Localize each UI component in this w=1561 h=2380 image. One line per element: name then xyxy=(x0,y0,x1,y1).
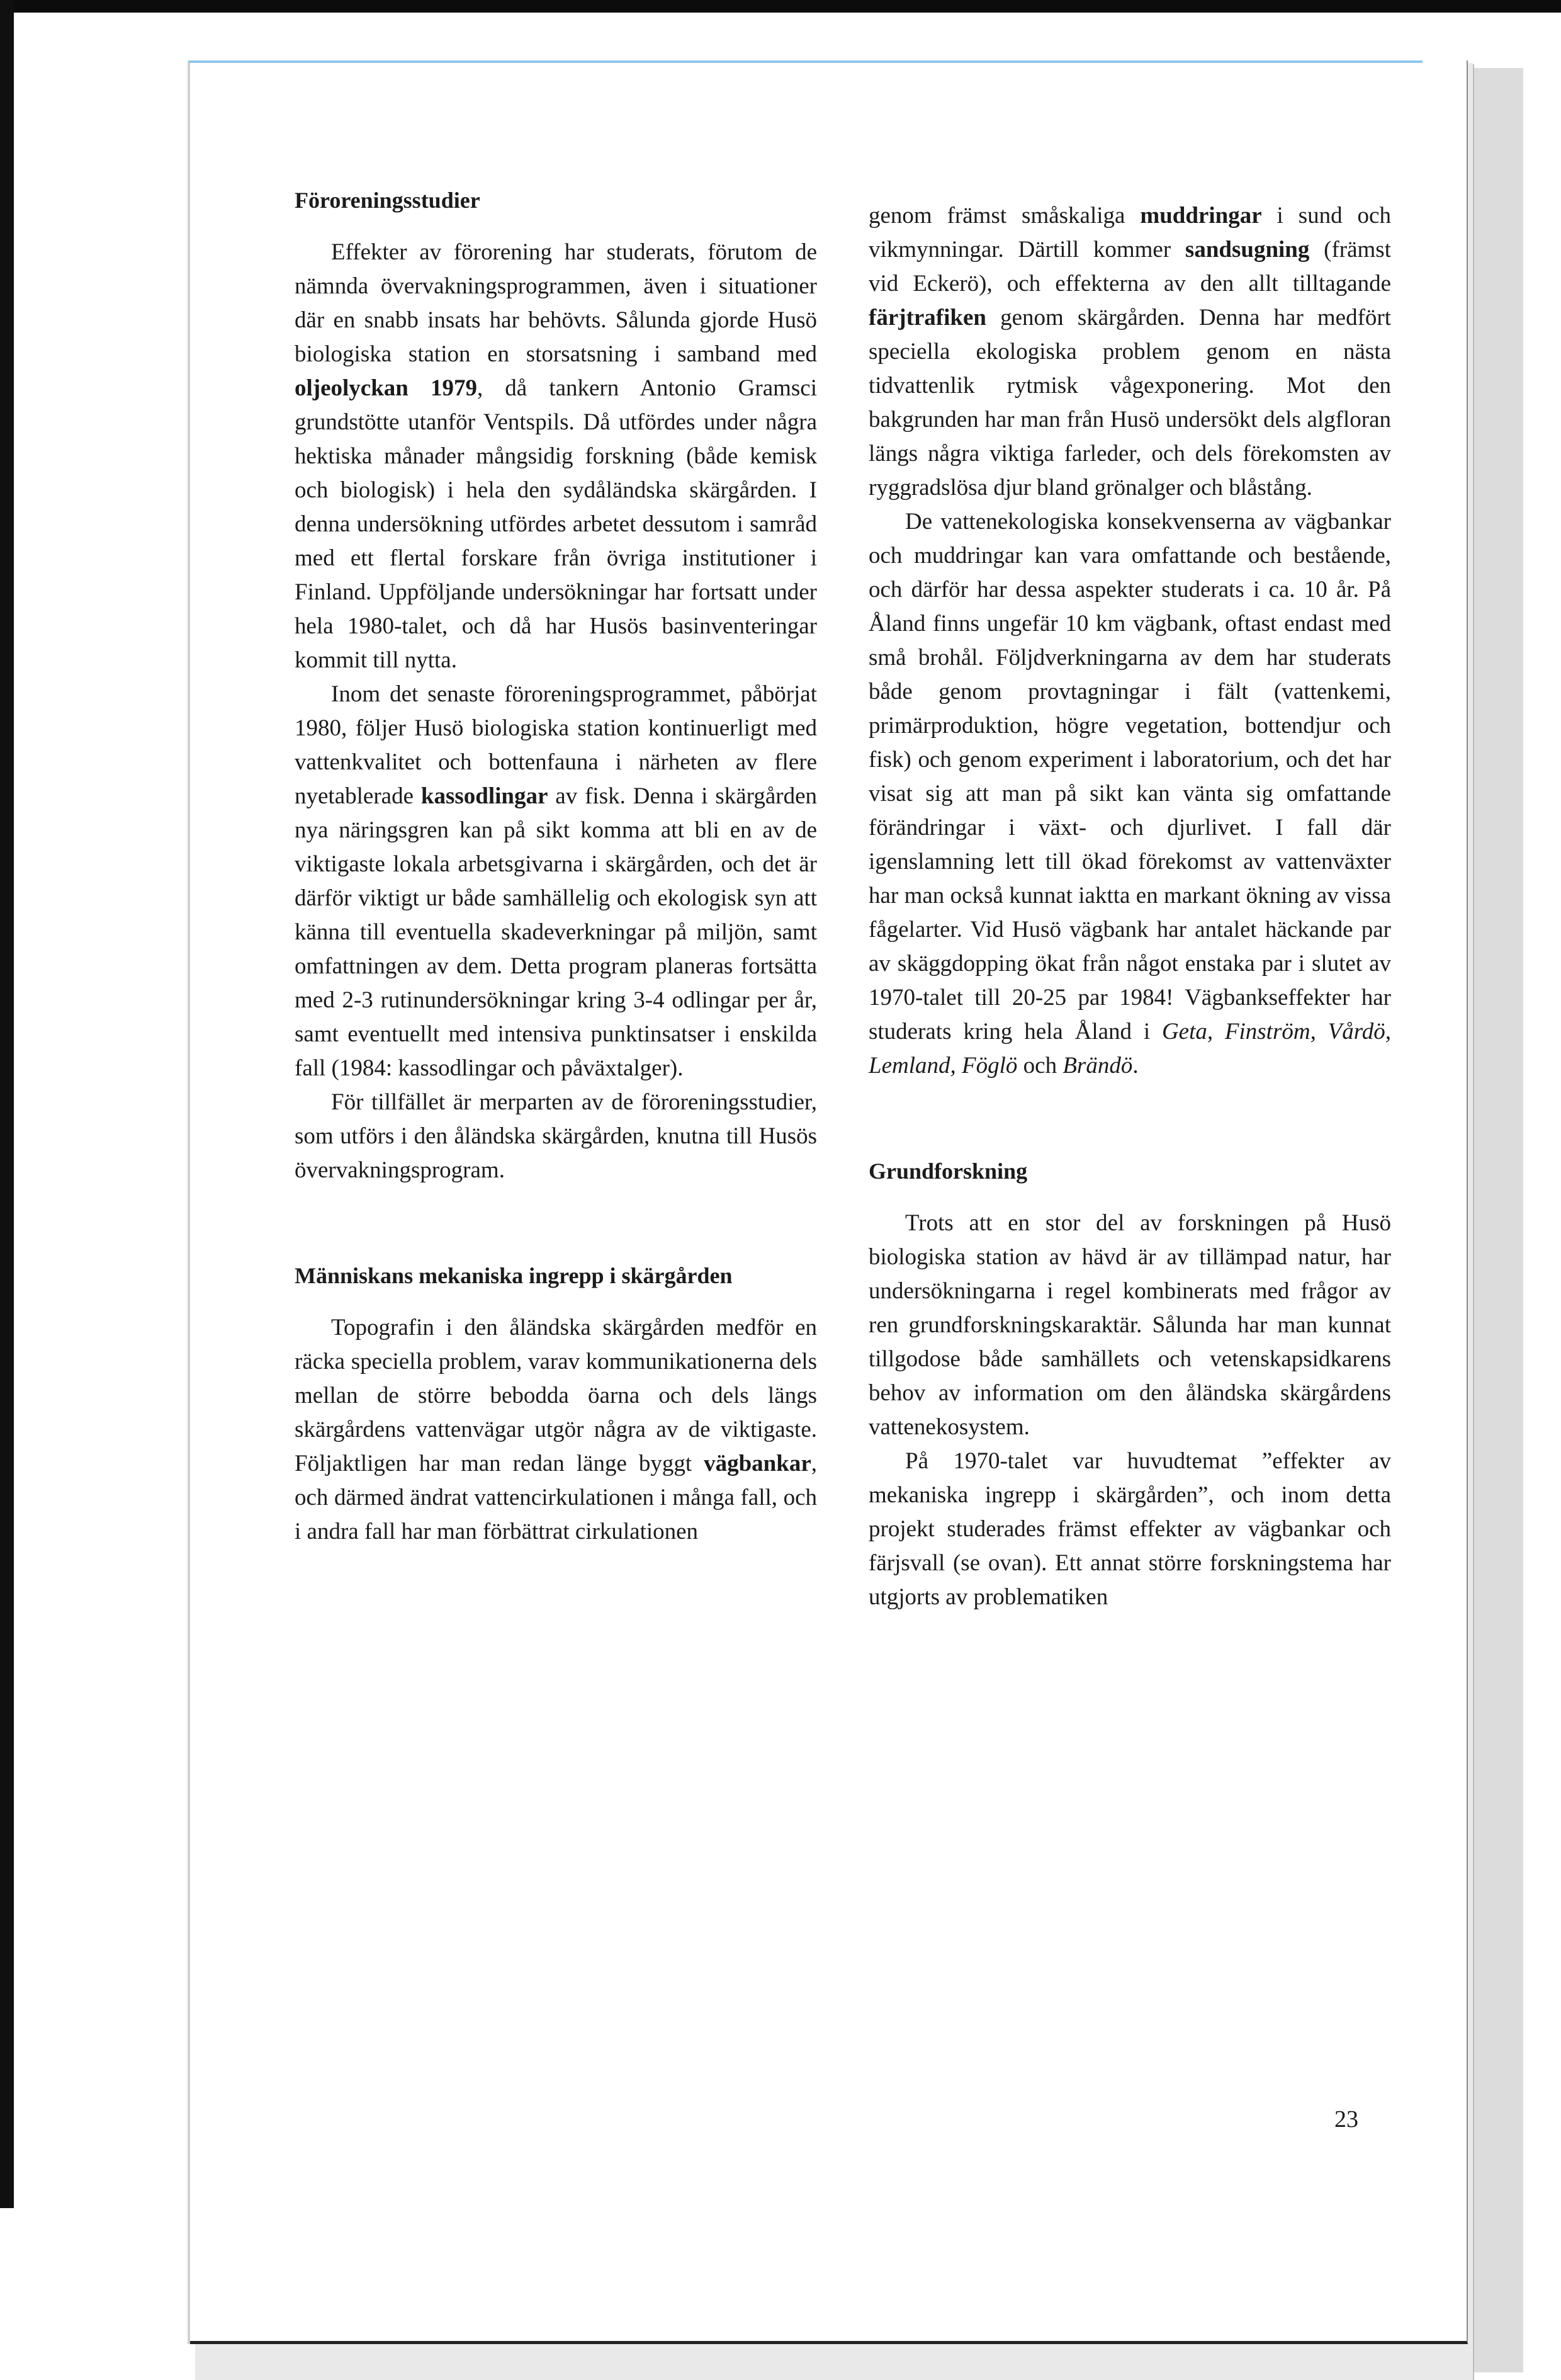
paragraph: Inom det senaste föroreningsprogrammet, påbörjat 1980, följer Husö biologiska station kontinuerligt med vattenkvalitet och bottenfauna i närheten av flere nyetablerade kassodlingar av fisk. Denna i skärgården nya näringsgren kan på sikt komma att bli en av de viktigaste lokala arbetsgivarna i skärgården, och det är därför viktigt ur både samhällelig och ekologisk syn att känna till eventuella skadeverkningar på miljön, samt omfattningen av dem. Detta program planeras fortsätta med 2-3 rutinundersökningar kring 3-4 odlingar per år, samt eventuellt med intensiva punktinsatser i enskilda fall (1984: kassodlingar och påväxtalger). xyxy=(295,681,817,1081)
scanner-border-top xyxy=(0,0,1561,13)
scanner-border-left xyxy=(0,0,14,2208)
paragraph: På 1970-talet var huvudtemat ”effekter av mekaniska ingrepp i skärgården”, och inom detta projekt studerades främst effekter av vägbankar och färjsvall (se ovan). Ett annat större forskningstema har utgjorts av problematiken xyxy=(869,1448,1391,1610)
paragraph-continued: genom främst småskaliga muddringar i sund och vikmynningar. Därtill kommer sandsugning (främst vid Eckerö), och effekterna av den allt tilltagande färjtrafiken genom skärgården. Denna har medfört speciella ekologiska problem genom en nästa tidvattenlik rytmisk vågexponering. Mot den bakgrunden har man från Husö undersökt dels algfloran längs några viktiga farleder, och dels förekomsten av ryggradslösa djur bland grönalger och blåstång. xyxy=(869,203,1391,501)
paragraph: Topografin i den åländska skärgården medför en räcka speciella problem, varav kommunikationerna dels mellan de större bebodda öarna och dels längs skärgårdens vattenvägar utgör några av de viktigaste. Följaktligen har man redan länge byggt vägbankar, och därmed ändrat vattencirkulationen i många fall, och i andra fall har man förbättrat cirkulationen xyxy=(295,1315,817,1544)
document-page xyxy=(190,60,1468,2344)
left-column xyxy=(295,186,817,1549)
section-heading-manniskans-ingrepp: Människans mekaniska ingrepp i skärgården xyxy=(295,1263,733,1288)
paragraph: De vattenekologiska konsekvenserna av vägbankar och muddringar kan vara omfattande och bestående, och därför har dessa aspekter studerats i ca. 10 år. På Åland finns ungefär 10 km vägbank, oftast endast med små brohål. Följdverkningarna av dem har studerats både genom provtagningar i fält (vattenkemi, primärproduktion, högre vegetation, bottendjur och fisk) och genom experiment i laboratorium, och det har visat sig att man på sikt kan vänta sig omfattande förändringar i växt- och djurlivet. I fall där igenslamning lett till ökad förekomst av vattenväxter har man också kunnat iaktta en markant ökning av vissa fågelarter. Vid Husö vägbank har antalet häckande par av skäggdopping ökat från något enstaka par i slutet av 1970-talet till 20-25 par 1984! Vägbankseffekter har studerats kring hela Åland i Geta, Finström, Vårdö, Lemland, Föglö och Brändö. xyxy=(869,509,1392,1079)
bold-term: vägbankar xyxy=(704,1451,811,1476)
bold-term: sandsugning xyxy=(1185,237,1310,263)
bold-term: oljeolyckan 1979 xyxy=(295,375,477,401)
italic-places: Geta, Finström, Vårdö, Lemland, Föglö xyxy=(869,1019,1392,1079)
page-top-edge-line xyxy=(189,60,1423,63)
italic-place: Brändö xyxy=(1062,1053,1133,1079)
paragraph: För tillfället är merparten av de föroreningsstudier, som utförs i den åländska skärgården, knutna till Husös övervakningsprogram. xyxy=(295,1089,817,1183)
bold-term: kassodlingar xyxy=(420,783,548,809)
bold-term: muddringar xyxy=(1140,203,1262,229)
paragraph: Trots att en stor del av forskningen på Husö biologiska station av hävd är av tillämpad natur, har undersökningarna i regel kombinerats med frågor av ren grundforskningskaraktär. Sålunda har man kunnat tillgodose både samhällets och vetenskapsidkarens behov av information om den åländska skärgårdens vattenekosystem. xyxy=(869,1210,1391,1440)
paragraph: Effekter av förorening har studerats, förutom de nämnda övervakningsprogrammen, även i situationer där en snabb insats har behövts. Sålunda gjorde Husö biologiska station en storsatsning i samband med oljeolyckan 1979, då tankern Antonio Gramsci grundstötte utanför Ventspils. Då utfördes under några hektiska månader mångsidig forskning (både kemisk och biologisk) i hela den sydåländska skärgården. I denna undersökning utfördes arbetet dessutom i samråd med ett flertal forskare från övriga institutioner i Finland. Uppföljande undersökningar har fortsatt under hela 1980-talet, och då har Husös basinventeringar kommit till nytta. xyxy=(295,239,817,673)
section-heading-grundforskning: Grundforskning xyxy=(869,1159,1028,1184)
right-column xyxy=(869,199,1391,1614)
section-heading-fororeningsstudier: Föroreningsstudier xyxy=(295,188,480,213)
bold-term: färjtrafiken xyxy=(869,305,986,331)
page-number: 23 xyxy=(1334,2106,1358,2133)
